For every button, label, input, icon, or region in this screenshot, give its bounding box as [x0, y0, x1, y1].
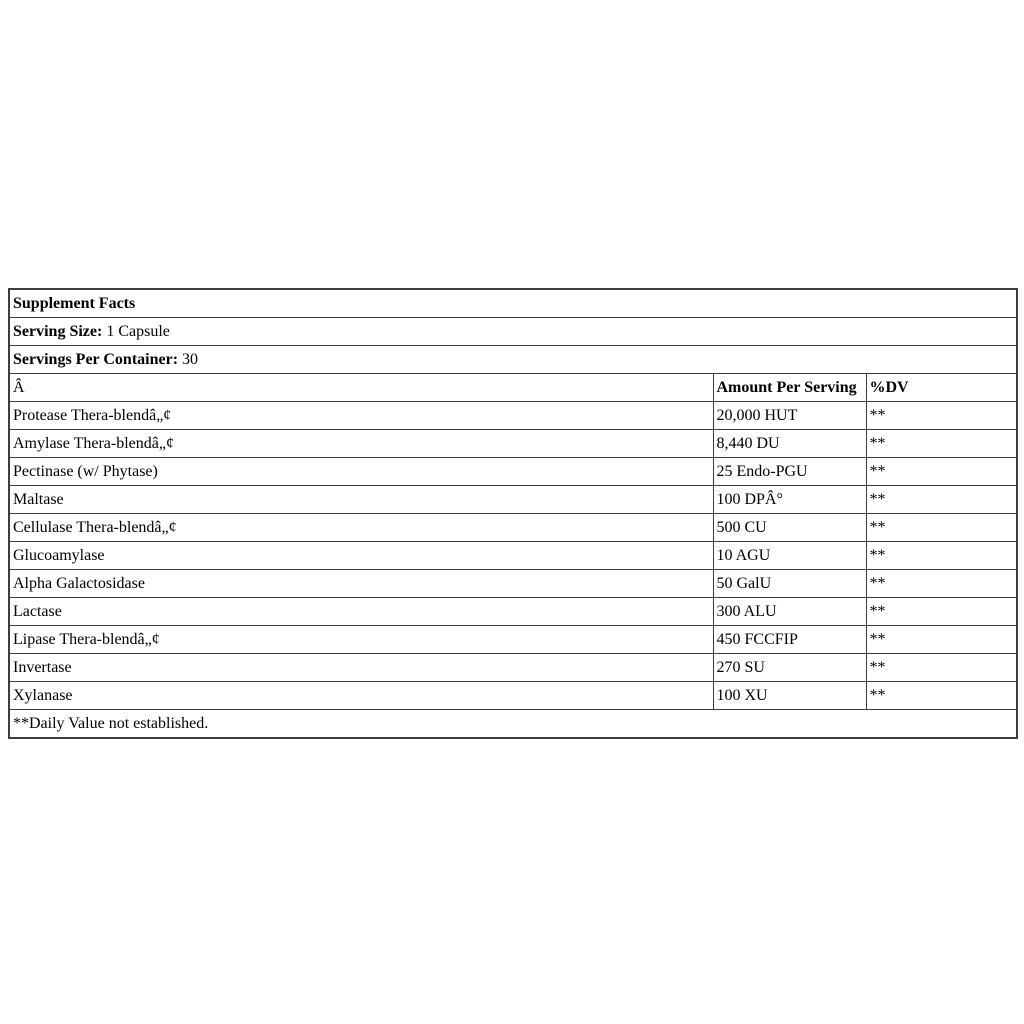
ingredient-row	[9, 514, 1017, 542]
serving-size-value: 1 Capsule	[106, 323, 170, 340]
ingredient-dv-cell: **	[866, 430, 1017, 458]
ingredient-row	[9, 402, 1017, 430]
ingredient-amount-cell: 20,000 HUT	[713, 402, 866, 430]
ingredient-row	[9, 486, 1017, 514]
ingredient-dv-cell: **	[866, 626, 1017, 654]
ingredient-dv-cell: **	[866, 486, 1017, 514]
ingredient-name-cell: Maltase	[9, 486, 713, 514]
dv-column-header: %DV	[866, 374, 1017, 402]
title-row	[9, 289, 1017, 318]
ingredient-name-cell: Pectinase (w/ Phytase)	[9, 458, 713, 486]
ingredient-dv-cell: **	[866, 598, 1017, 626]
servings-per-container-value: 30	[182, 351, 199, 368]
ingredient-dv-cell: **	[866, 458, 1017, 486]
ingredient-amount-cell: 450 FCCFIP	[713, 626, 866, 654]
ingredient-amount-cell: 270 SU	[713, 654, 866, 682]
ingredient-row	[9, 682, 1017, 710]
ingredient-row	[9, 458, 1017, 486]
ingredient-amount-cell: 50 GalU	[713, 570, 866, 598]
supplement-facts-table	[8, 288, 1018, 739]
ingredient-row	[9, 570, 1017, 598]
ingredient-name-cell: Alpha Galactosidase	[9, 570, 713, 598]
ingredient-name-cell: Glucoamylase	[9, 542, 713, 570]
ingredient-name-cell: Amylase Thera-blendâ„¢	[9, 430, 713, 458]
ingredient-name-cell: Protease Thera-blendâ„¢	[9, 402, 713, 430]
ingredient-dv-cell: **	[866, 654, 1017, 682]
servings-per-container-cell	[9, 346, 1017, 374]
ingredient-name-cell: Cellulase Thera-blendâ„¢	[9, 514, 713, 542]
ingredient-amount-cell: 100 DPÂ°	[713, 486, 866, 514]
column-header-row	[9, 374, 1017, 402]
ingredient-dv-cell: **	[866, 402, 1017, 430]
ingredient-amount-cell: 8,440 DU	[713, 430, 866, 458]
daily-value-footnote: **Daily Value not established.	[9, 710, 1017, 739]
ingredient-amount-cell: 500 CU	[713, 514, 866, 542]
ingredient-dv-cell: **	[866, 542, 1017, 570]
amount-column-header: Amount Per Serving	[713, 374, 866, 402]
ingredient-row	[9, 598, 1017, 626]
ingredient-row	[9, 626, 1017, 654]
ingredient-amount-cell: 10 AGU	[713, 542, 866, 570]
footnote-row	[9, 710, 1017, 739]
ingredient-amount-cell: 300 ALU	[713, 598, 866, 626]
ingredient-name-cell: Xylanase	[9, 682, 713, 710]
top-whitespace	[8, 8, 1016, 288]
ingredient-name-cell: Invertase	[9, 654, 713, 682]
ingredient-dv-cell: **	[866, 570, 1017, 598]
serving-size-label: Serving Size:	[13, 323, 103, 340]
ingredient-dv-cell: **	[866, 514, 1017, 542]
ingredient-dv-cell: **	[866, 682, 1017, 710]
ingredient-name-cell: Lipase Thera-blendâ„¢	[9, 626, 713, 654]
ingredient-row	[9, 542, 1017, 570]
ingredient-amount-cell: 100 XU	[713, 682, 866, 710]
serving-size-cell	[9, 318, 1017, 346]
ingredient-row	[9, 654, 1017, 682]
servings-per-container-row	[9, 346, 1017, 374]
facts-table-body	[9, 289, 1017, 738]
ingredient-amount-cell: 25 Endo-PGU	[713, 458, 866, 486]
serving-size-row	[9, 318, 1017, 346]
name-column-header: Â	[9, 374, 713, 402]
servings-per-container-label: Servings Per Container:	[13, 351, 179, 368]
table-title: Supplement Facts	[9, 289, 1017, 318]
ingredient-name-cell: Lactase	[9, 598, 713, 626]
ingredient-row	[9, 430, 1017, 458]
